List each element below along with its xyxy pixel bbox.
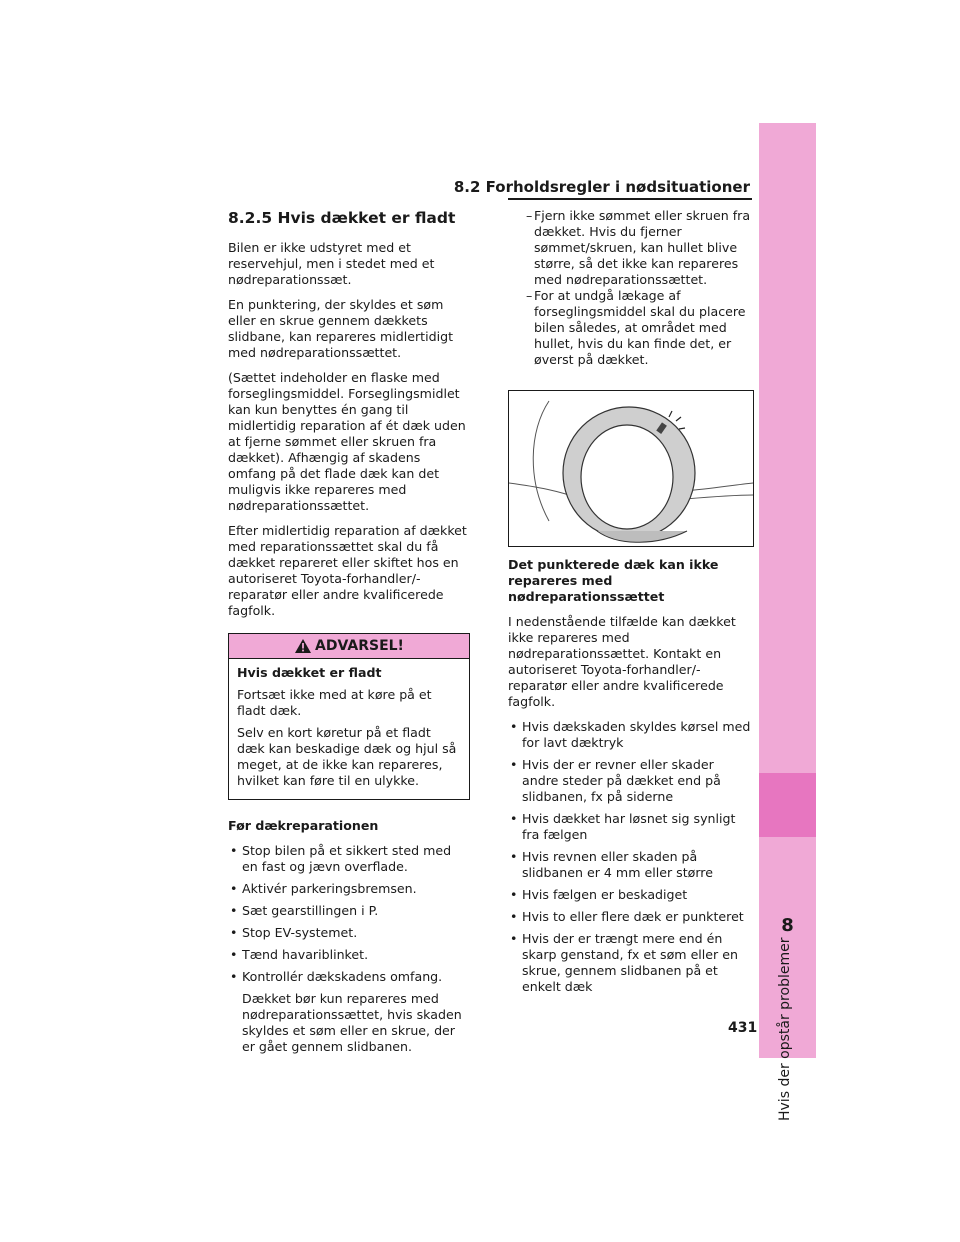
list-item: • Hvis to eller flere dæk er punkteret <box>508 909 752 925</box>
list-item: • Stop bilen på et sikkert sted med en fast og jævn overflade. <box>228 843 470 875</box>
paragraph: (Sættet indeholder en flaske med forseglingsmiddel. Forseglingsmidlet kan kun benyttes én gang til midlertidig reparation af ét dæk uden at fjerne sømmet eller skruen fra dækket). Afhængig af skadens omfang på det flade dæk kan det muligvis ikke repareres med nødreparationssættet. <box>228 370 466 513</box>
list-item: • Hvis der er trængt mere end én skarp genstand, fx et søm eller en skrue, gennem slidbanen på et enkelt dæk <box>508 931 752 995</box>
list-item: • Hvis fælgen er beskadiget <box>508 887 752 903</box>
right-column <box>508 208 752 1001</box>
list-item: – Fjern ikke sømmet eller skruen fra dækket. Hvis du fjerner sømmet/skruen, kan hullet blive større, så det ikke kan repareres med nødreparationssættet. <box>508 208 752 288</box>
warning-heading: Hvis dækket er fladt <box>237 665 382 680</box>
section-title: 8.2.5 Hvis dækket er fladt <box>228 209 456 227</box>
warning-box <box>228 633 470 800</box>
list-item: – For at undgå lækage af forseglingsmiddel skal du placere bilen således, at området med hullet, hvis du kan finde det, er øverst på dækket. <box>508 288 752 368</box>
warning-body <box>229 659 469 799</box>
warning-text: Selv en kort køretur på et fladt dæk kan beskadige dæk og hjul så meget, at de ikke kan repareres, hvilket kan føre til en ulykke. <box>237 725 457 788</box>
chapter-title: Hvis der opstår problemer <box>777 937 793 1121</box>
tire-illustration <box>508 390 754 547</box>
list-item: • Stop EV-systemet. <box>228 925 470 941</box>
chapter-number: 8 <box>781 915 794 936</box>
chapter-tab <box>759 773 816 837</box>
before-repair-list <box>228 843 470 985</box>
before-repair-heading: Før dækreparationen <box>228 818 379 833</box>
list-item: • Sæt gearstillingen i P. <box>228 903 470 919</box>
list-item: • Hvis der er revner eller skader andre steder på dækket end på slidbanen, fx på siderne <box>508 757 752 805</box>
paragraph: Efter midlertidig reparation af dækket med reparationssættet skal du få dækket repareret eller skiftet hos en autoriseret Toyota-forhandler/-reparatør eller andre kvalificerede fagfolk. <box>228 523 467 618</box>
cannot-repair-heading: Det punkterede dæk kan ikke repareres med nødreparationssættet <box>508 557 719 604</box>
list-item: • Hvis dækskaden skyldes kørsel med for lavt dæktryk <box>508 719 752 751</box>
header-rule <box>508 198 752 200</box>
list-item: • Kontrollér dækskadens omfang. <box>228 969 470 985</box>
tire-puncture-icon <box>509 391 753 546</box>
page-number: 431 <box>728 1020 758 1036</box>
intro-paragraph: Bilen er ikke udstyret med et reservehjul, men i stedet med et nødreparationssæt. <box>228 240 435 287</box>
cannot-repair-list <box>508 719 752 995</box>
list-item: • Tænd havariblinket. <box>228 947 470 963</box>
running-header: 8.2 Forholdsregler i nødsituationer <box>453 178 750 196</box>
paragraph: En punktering, der skyldes et søm eller en skrue gennem dækkets slidbane, kan repareres midlertidigt med nødreparationssættet. <box>228 297 454 360</box>
list-item: • Hvis revnen eller skaden på slidbanen er 4 mm eller større <box>508 849 752 881</box>
before-repair-note: Dækket bør kun repareres med nødreparationssættet, hvis skaden skyldes et søm eller en skrue, der er gået gennem slidbanen. <box>242 991 462 1054</box>
warning-triangle-icon <box>294 638 312 654</box>
dash-list <box>508 208 752 368</box>
left-column <box>228 208 470 1064</box>
warning-header <box>229 634 469 659</box>
list-item: • Hvis dækket har løsnet sig synligt fra fælgen <box>508 811 752 843</box>
cannot-repair-intro: I nedenstående tilfælde kan dækket ikke repareres med nødreparationssættet. Kontakt en autoriseret Toyota-forhandler/-reparatør eller andre kvalificerede fagfolk. <box>508 614 736 709</box>
warning-label: ADVARSEL! <box>315 638 404 654</box>
warning-text: Fortsæt ikke med at køre på et fladt dæk. <box>237 687 432 718</box>
chapter-sidebar <box>759 123 816 1121</box>
list-item: • Aktivér parkeringsbremsen. <box>228 881 470 897</box>
